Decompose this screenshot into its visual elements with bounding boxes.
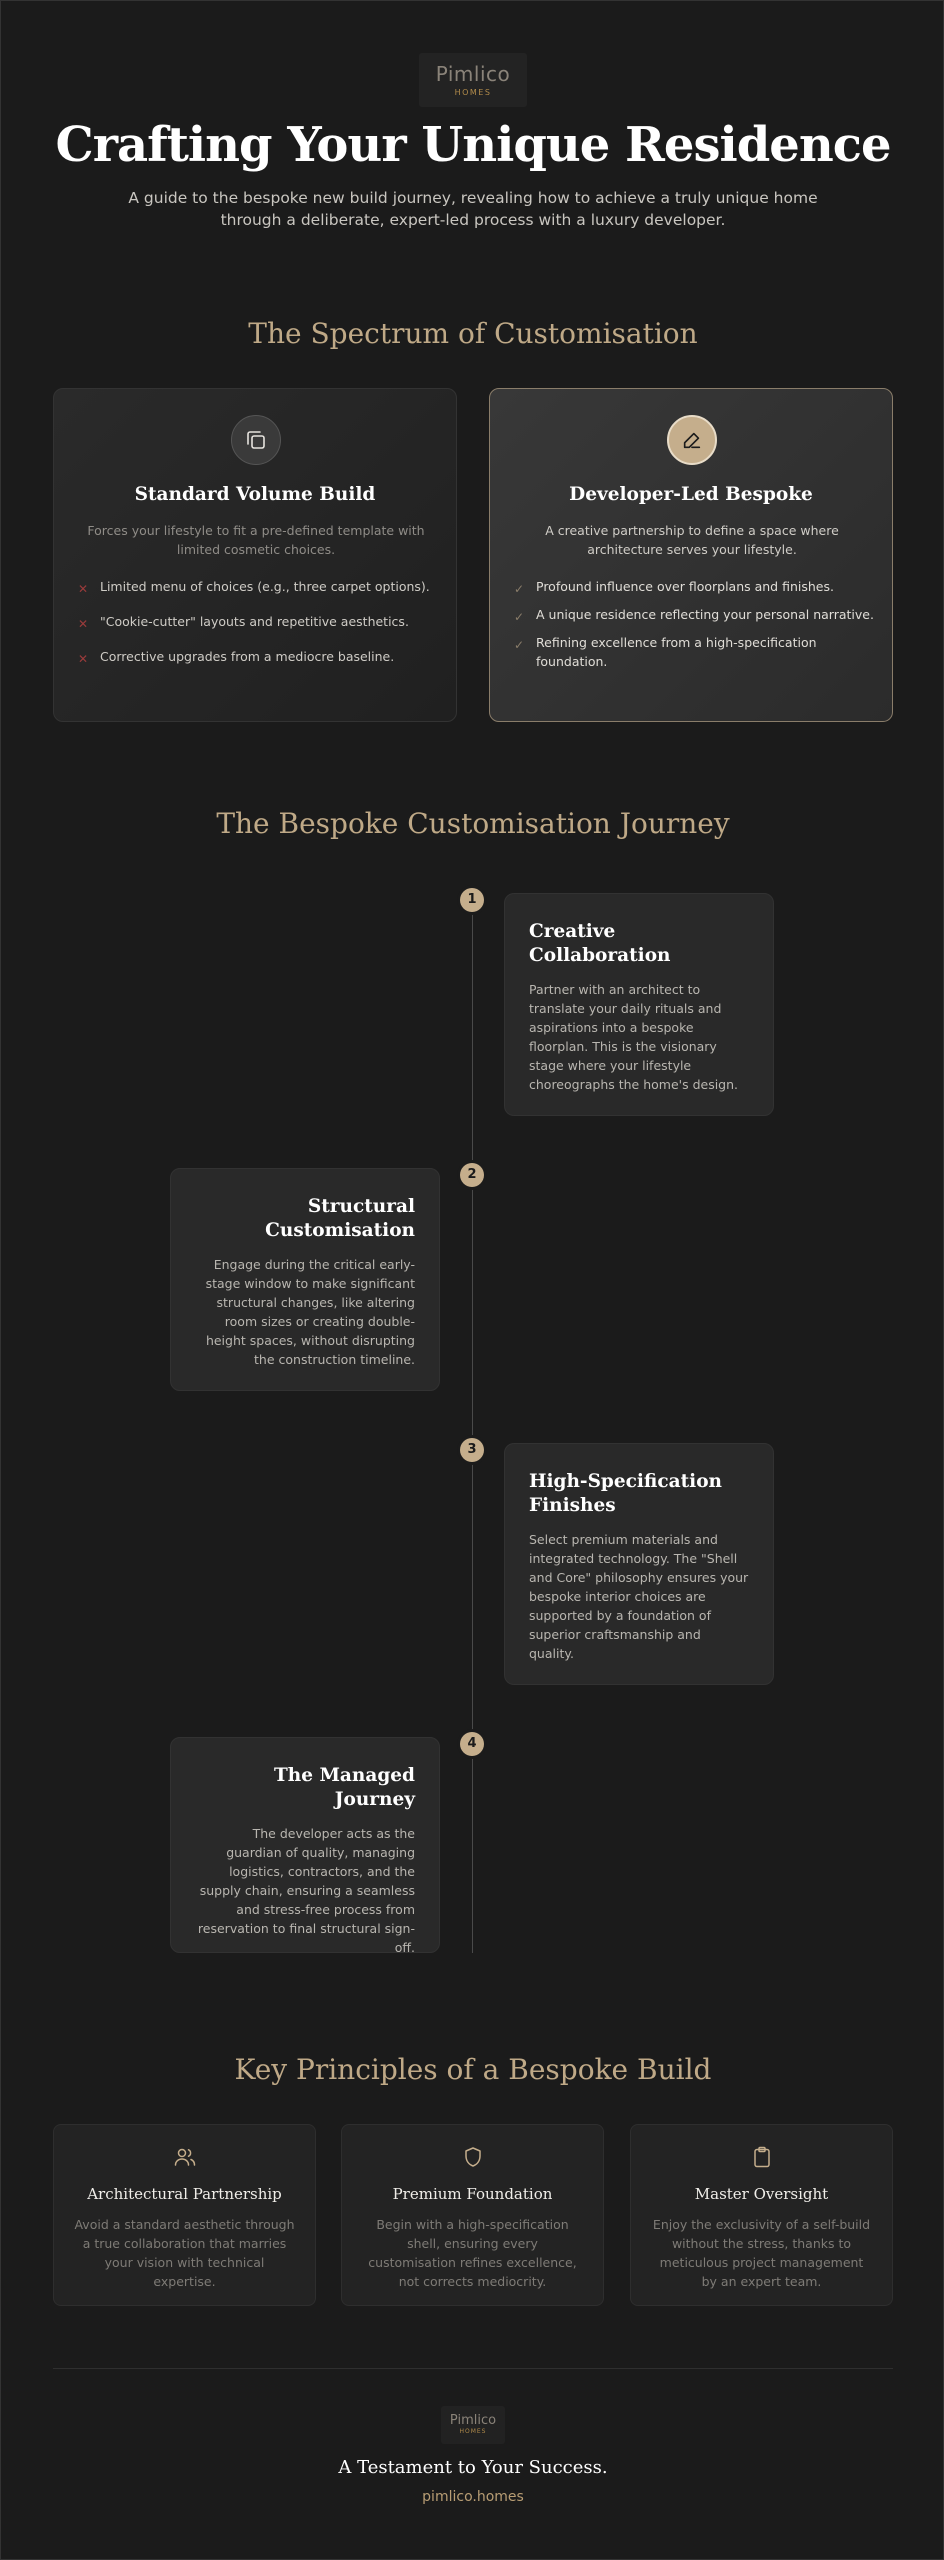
step-number-badge: 1 — [460, 888, 484, 912]
logo-subtext: HOMES — [454, 88, 492, 97]
list-item: ✕ "Cookie-cutter" layouts and repetitive aesthetics. — [78, 612, 438, 631]
step-text: Select premium materials and integrated technology. The "Shell and Core" philosophy ensures your bespoke interior choices are supported by a foundation of superior craftsmanship and quality. — [529, 1532, 749, 1661]
check-icon: ✓ — [514, 638, 525, 652]
step-text: The developer acts as the guardian of quality, managing logistics, contractors, and the supply chain, ensuring a seamless and stress-free process from reservation to final structural sign-off. — [197, 1826, 415, 1955]
copy-icon — [231, 415, 281, 465]
footer-website-link[interactable]: pimlico.homes — [422, 2489, 524, 2505]
step-title: Creative Collaboration — [529, 921, 671, 966]
principle-title: Premium Foundation — [392, 2185, 553, 2203]
step-number-badge: 2 — [460, 1163, 484, 1187]
card-description: A creative partnership to define a space where architecture serves your lifestyle. — [545, 523, 839, 557]
principles-section-title: Key Principles of a Bespoke Build — [234, 2053, 712, 2086]
check-icon: ✓ — [514, 582, 525, 596]
x-icon: ✕ — [78, 617, 89, 631]
list-item: ✓ Profound influence over floorplans and finishes. — [514, 577, 874, 596]
check-icon: ✓ — [514, 610, 525, 624]
clipboard-icon — [631, 2145, 892, 2173]
x-icon: ✕ — [78, 582, 89, 596]
standard-build-card — [53, 388, 457, 722]
journey-section-title: The Bespoke Customisation Journey — [216, 807, 730, 840]
step-number-badge: 3 — [460, 1438, 484, 1462]
card-list — [78, 577, 438, 682]
principle-text: Enjoy the exclusivity of a self-build without the stress, thanks to meticulous project management by an expert team. — [652, 2217, 871, 2289]
list-item: ✓ A unique residence reflecting your personal narrative. — [514, 605, 874, 624]
principle-title: Architectural Partnership — [87, 2185, 282, 2203]
card-title: Developer-Led Bespoke — [569, 484, 813, 505]
card-title: Standard Volume Build — [134, 484, 376, 505]
timeline-line — [472, 897, 473, 1953]
list-item: ✕ Corrective upgrades from a mediocre baseline. — [78, 647, 438, 666]
step-text: Partner with an architect to translate your daily rituals and aspirations into a bespoke floorplan. This is the visionary stage where your lifestyle choreographs the home's design. — [529, 982, 739, 1092]
logo-subtext: HOMES — [459, 2428, 487, 2435]
card-list — [514, 577, 874, 680]
step-title: High-Specification Finishes — [529, 1471, 722, 1516]
principle-card — [630, 2124, 893, 2306]
step-title: Structural Customisation — [265, 1196, 415, 1241]
timeline-step-card — [504, 1443, 774, 1685]
header-logo — [419, 53, 527, 107]
footer-divider — [53, 2368, 893, 2369]
step-title: The Managed Journey — [274, 1765, 415, 1810]
step-text: Engage during the critical early-stage window to make significant structural changes, like altering room sizes or creating double-height spaces, without disrupting the construction timeline. — [205, 1257, 415, 1367]
page-subtitle: A guide to the bespoke new build journey, revealing how to achieve a truly unique home through a deliberate, expert-led process with a luxury developer. — [128, 189, 818, 229]
step-number-badge: 4 — [460, 1732, 484, 1756]
timeline-step-card — [170, 1737, 440, 1953]
x-icon: ✕ — [78, 652, 89, 666]
bespoke-build-card — [489, 388, 893, 722]
list-item: ✕ Limited menu of choices (e.g., three carpet options). — [78, 577, 438, 596]
logo-text: Pimlico — [435, 62, 511, 86]
principle-text: Avoid a standard aesthetic through a true collaboration that marries your vision with technical expertise. — [74, 2217, 295, 2289]
principle-text: Begin with a high-specification shell, ensuring every customisation refines excellence, not corrects mediocrity. — [368, 2217, 577, 2289]
logo-text: Pimlico — [449, 2413, 497, 2428]
footer-tagline: A Testament to Your Success. — [338, 2457, 608, 2478]
principle-card — [53, 2124, 316, 2306]
footer-logo — [441, 2406, 505, 2444]
principle-card — [341, 2124, 604, 2306]
page-title: Crafting Your Unique Residence — [55, 117, 891, 173]
card-description: Forces your lifestyle to fit a pre-defined template with limited cosmetic choices. — [87, 523, 425, 557]
spectrum-section-title: The Spectrum of Customisation — [248, 317, 698, 350]
timeline-step-card — [170, 1168, 440, 1391]
shield-icon — [342, 2145, 603, 2173]
users-icon — [54, 2145, 315, 2173]
timeline-step-card — [504, 893, 774, 1116]
pen-icon — [667, 415, 717, 465]
list-item: ✓ Refining excellence from a high-specification foundation. — [514, 635, 817, 669]
principle-title: Master Oversight — [694, 2185, 829, 2203]
